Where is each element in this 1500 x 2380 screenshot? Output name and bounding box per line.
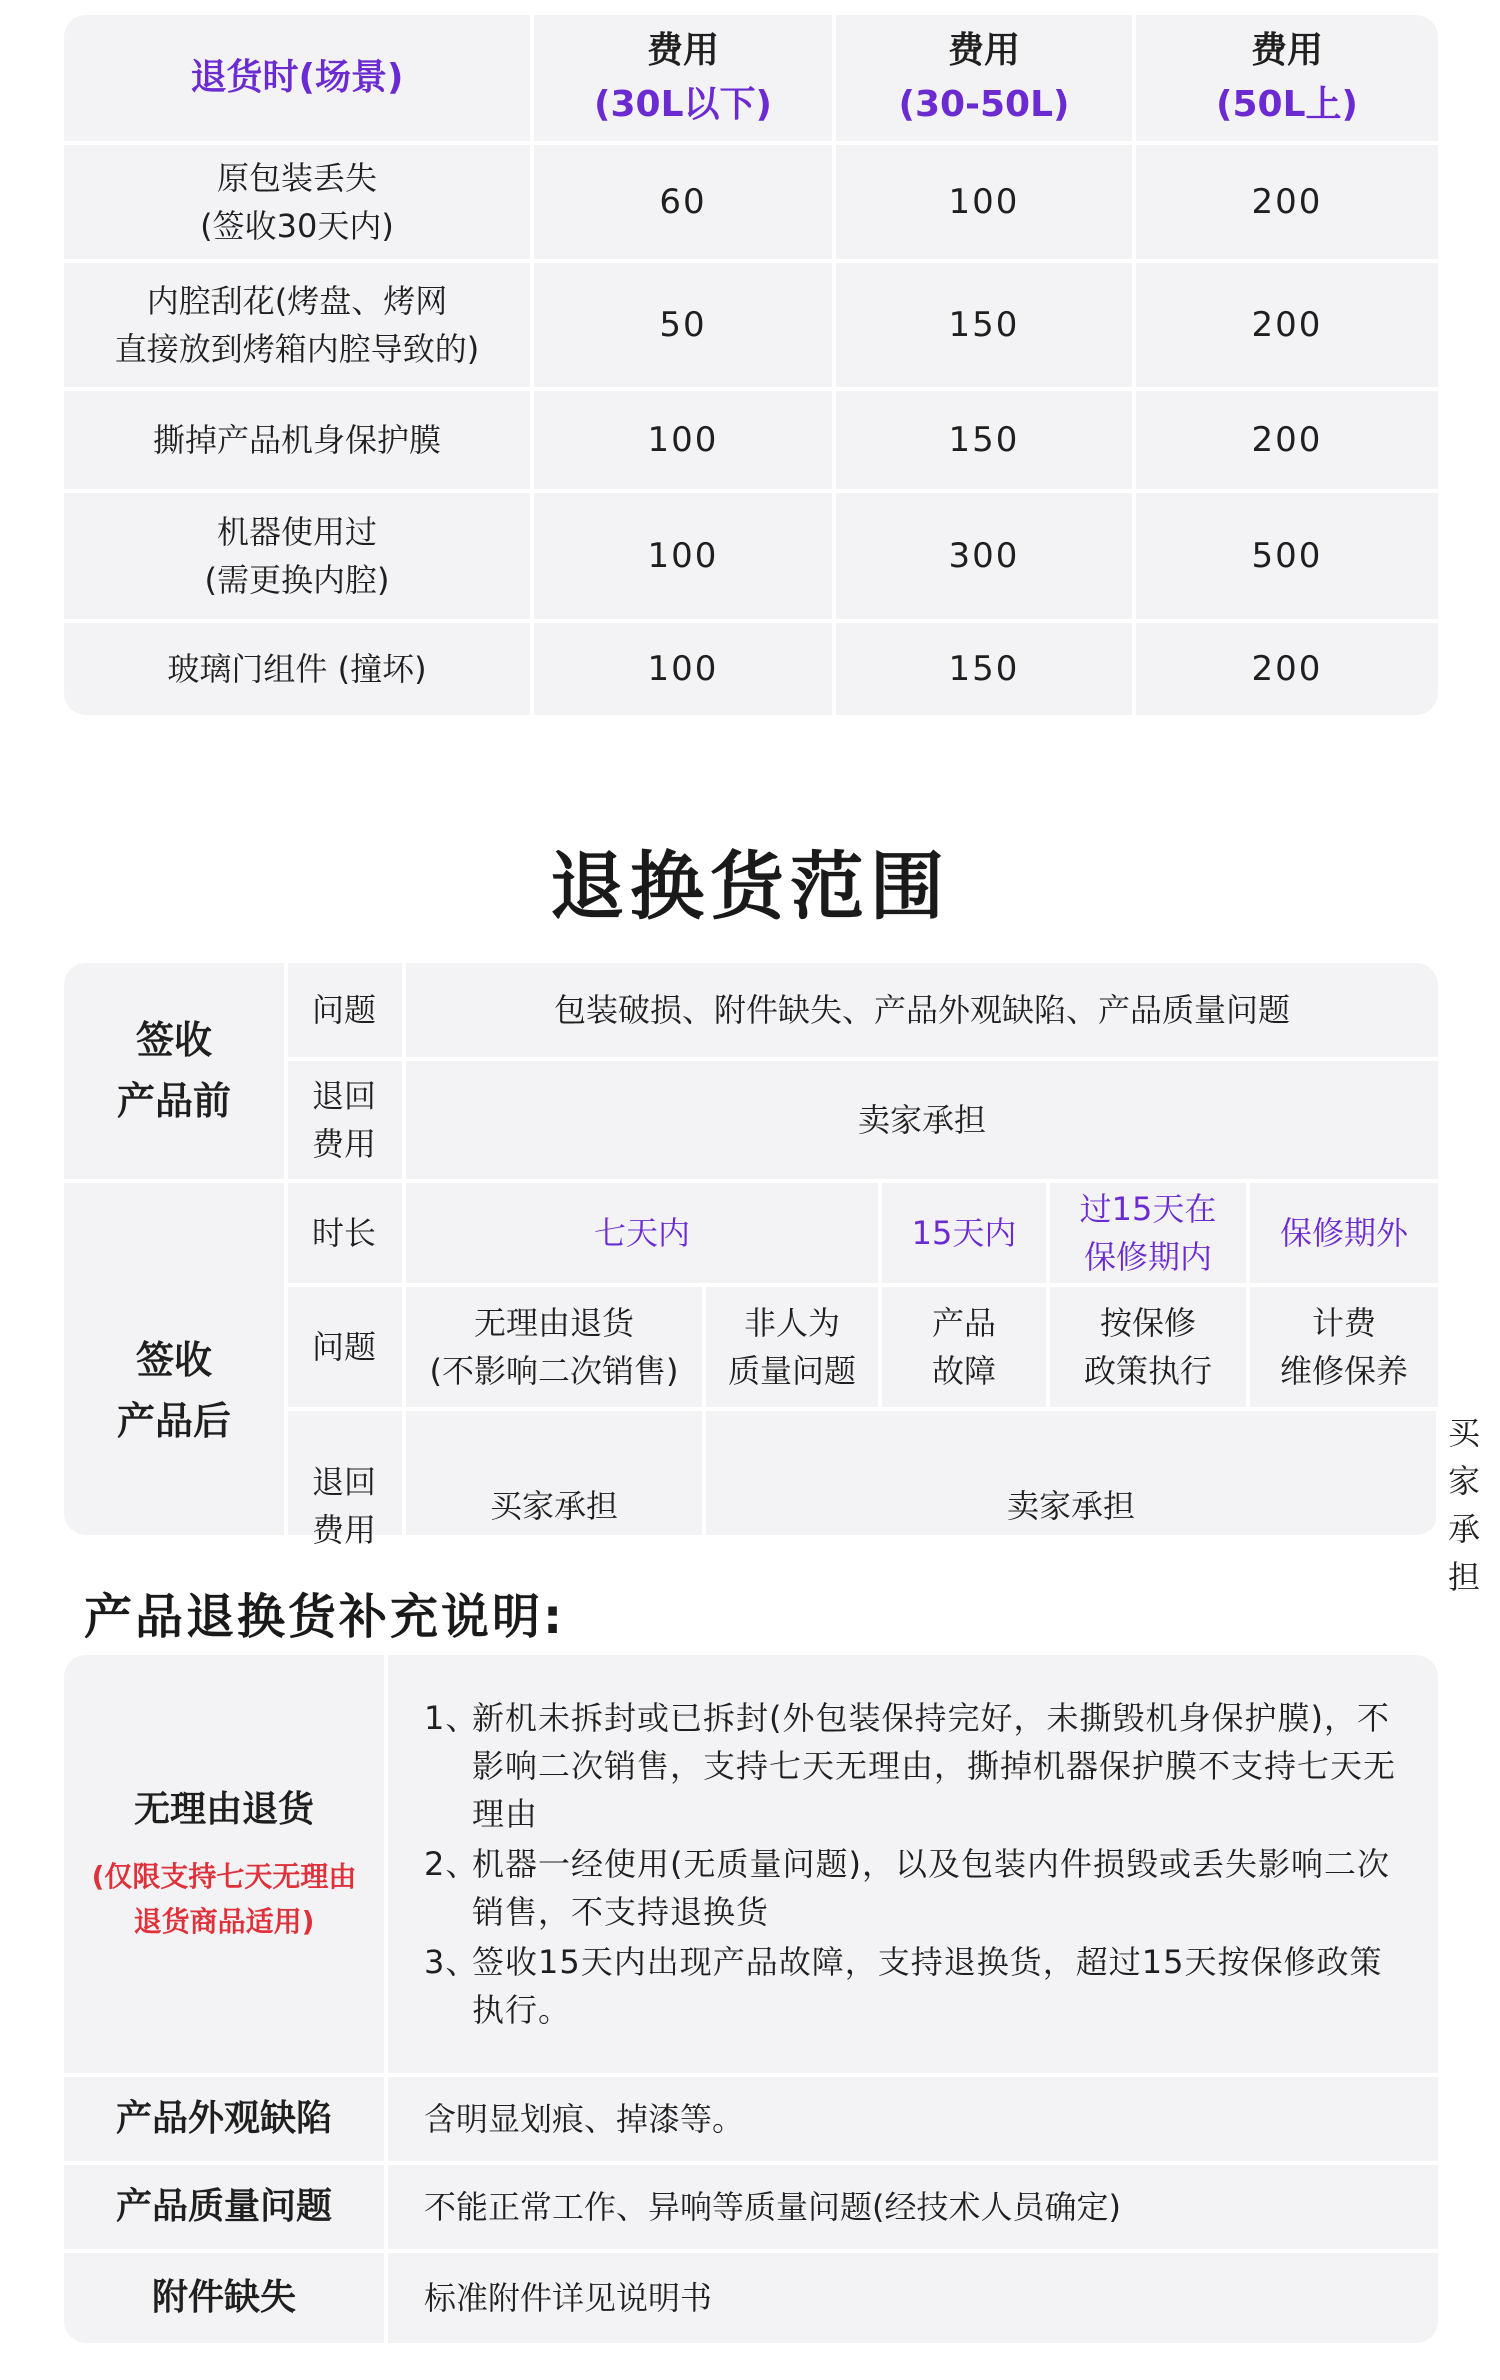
before-fee-value: 卖家承担: [404, 1059, 1438, 1181]
no-reason-list: [424, 1694, 1404, 2034]
after-duration-row: [64, 1181, 1438, 1285]
supplement-table: [64, 1655, 1438, 2343]
duration-label: 时长: [286, 1181, 404, 1285]
after-receipt-group: 签收 产品后: [64, 1181, 286, 1601]
duration-out-of-warranty: 保修期外: [1248, 1181, 1438, 1285]
fee-label: 退回 费用: [286, 1409, 404, 1601]
fee-cell: 60: [532, 143, 834, 261]
no-reason-row: [64, 1655, 1438, 2075]
fee-cell: 200: [1134, 389, 1438, 491]
issue-cell: 无理由退货 (不影响二次销售): [404, 1285, 704, 1409]
scenario-cell: 玻璃门组件 (撞坏): [64, 621, 532, 715]
list-item: 1、 新机未拆封或已拆封(外包装保持完好，未撕毁机身保护膜)，不影响二次销售，支持七天无理由，撕掉机器保护膜不支持七天无理由: [424, 1699, 1397, 1833]
table-row: [64, 2251, 1438, 2343]
fee-cell: 100: [532, 491, 834, 621]
section-title: 退换货范围: [550, 844, 950, 930]
table-row: [64, 2163, 1438, 2251]
list-item: 2、 机器一经使用(无质量问题)，以及包装内件损毁或丢失影响二次销售，不支持退换货: [424, 1845, 1390, 1931]
scenario-cell: 内腔刮花(烤盘、烤网 直接放到烤箱内腔导致的): [64, 261, 532, 389]
issue-cell: 产品 故障: [880, 1285, 1048, 1409]
fee-buyer-cell: 买家承担: [404, 1409, 704, 1601]
table-row: [64, 2075, 1438, 2163]
no-reason-label-cell: [64, 1655, 386, 2075]
fee-cell: 150: [834, 389, 1134, 491]
table-row: [64, 491, 1438, 621]
after-fee-row: 退回 费用 买家承担 卖家承担 买家承担: [64, 1409, 1438, 1601]
row-value: 含明显划痕、掉漆等。: [386, 2075, 1438, 2163]
scenario-cell: 机器使用过 (需更换内腔): [64, 491, 532, 621]
scenario-cell: 撕掉产品机身保护膜: [64, 389, 532, 491]
duration-seven-days: 七天内: [404, 1181, 880, 1285]
scope-table: [64, 963, 1481, 1596]
fee-cell: 200: [1134, 261, 1438, 389]
issue-cell: 非人为 质量问题: [704, 1285, 880, 1409]
duration-in-warranty: 过15天在 保修期内: [1048, 1181, 1248, 1285]
fee-cell: 150: [834, 621, 1134, 715]
issue-cell: 按保修 政策执行: [1048, 1285, 1248, 1409]
row-label: 产品外观缺陷: [64, 2075, 386, 2163]
header-over-50l: 费用 (50L上): [1134, 15, 1438, 143]
fee-cell: 150: [834, 261, 1134, 389]
no-reason-note: (仅限支持七天无理由 退货商品适用): [91, 1860, 357, 1938]
fee-cell: 100: [532, 389, 834, 491]
row-label: 产品质量问题: [64, 2163, 386, 2251]
row-label: 附件缺失: [64, 2251, 386, 2343]
table-row: [64, 261, 1438, 389]
table-row: [64, 143, 1438, 261]
row-value: 标准附件详见说明书: [424, 2279, 713, 2317]
header-under-30l: 费用 (30L以下): [532, 15, 834, 143]
fee-cell: 100: [834, 143, 1134, 261]
fee-table-header: [64, 15, 1438, 143]
row-value: 不能正常工作、异响等质量问题(经技术人员确定): [386, 2163, 1438, 2251]
table-row: [64, 621, 1438, 715]
issue-label: 问题: [286, 963, 404, 1059]
before-issue-value: 包装破损、附件缺失、产品外观缺陷、产品质量问题: [404, 963, 1438, 1059]
fee-cell: 50: [532, 261, 834, 389]
fee-table: [64, 15, 1438, 715]
issue-label: 问题: [286, 1285, 404, 1409]
fee-cell: 300: [834, 491, 1134, 621]
fee-cell: 200: [1251, 648, 1323, 689]
supplement-title: 产品退换货补充说明:: [84, 1589, 566, 1645]
issue-cell: 计费 维修保养: [1248, 1285, 1438, 1409]
list-item: 3、 签收15天内出现产品故障，支持退换货，超过15天按保修政策执行。: [424, 1943, 1383, 2029]
header-scenario: 退货时(场景): [64, 15, 532, 143]
before-receipt-group: 签收 产品前: [64, 963, 286, 1181]
fee-cell: 200: [1134, 143, 1438, 261]
table-row: [64, 389, 1438, 491]
no-reason-items-cell: [386, 1655, 1438, 2075]
no-reason-label: 无理由退货: [133, 1789, 314, 1831]
fee-cell: 500: [1134, 491, 1438, 621]
fee-cell: 100: [532, 621, 834, 715]
fee-label: 退回 费用: [286, 1059, 404, 1181]
duration-fifteen-days: 15天内: [880, 1181, 1048, 1285]
before-issue-row: [64, 963, 1438, 1059]
header-30-50l: 费用 (30-50L): [834, 15, 1134, 143]
fee-seller-cell: 卖家承担: [704, 1409, 1438, 1601]
scenario-cell: 原包装丢失 (签收30天内): [64, 143, 532, 261]
